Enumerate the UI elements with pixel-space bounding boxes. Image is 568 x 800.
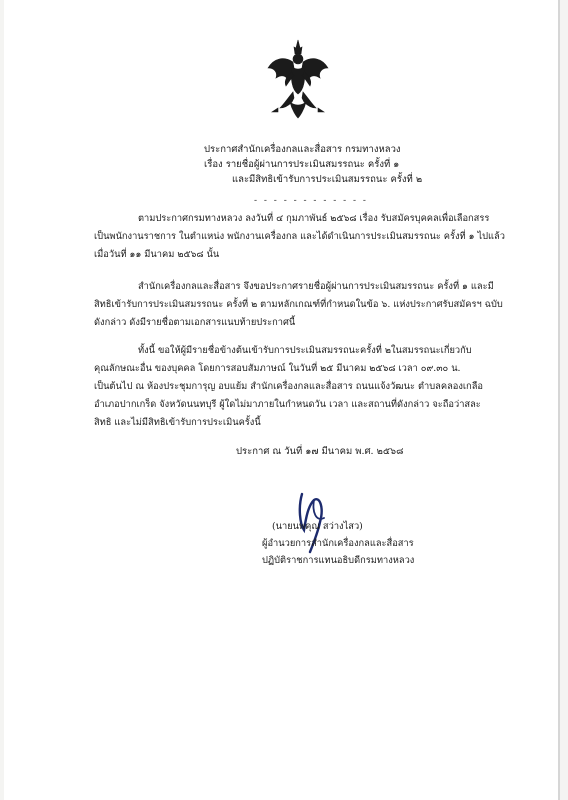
paragraph-announcement [94,278,504,332]
paragraph-line: สิทธิ และไม่มีสิทธิเข้ารับการประเมินครั้งนี้ [94,417,261,428]
paragraph-reference [94,210,504,264]
issuer-line: ประกาศสำนักเครื่องกลและสื่อสาร กรมทางหลวง [204,144,401,155]
signatory-acting: ปฏิบัติราชการแทนอธิบดีกรมทางหลวง [262,555,415,566]
signatory-name: (นายนพคุณ สว่างไสว) [272,521,363,532]
announcement-date: ประกาศ ณ วันที่ ๑๗ มีนาคม พ.ศ. ๒๕๖๘ [236,446,404,457]
document-page [4,0,560,800]
paragraph-line: เมื่อวันที่ ๑๑ มีนาคม ๒๕๖๘ นั้น [94,249,220,260]
paragraph-line: สิทธิเข้ารับการประเมินสมรรถนะ ครั้งที่ ๒ ตามหลักเกณฑ์ที่กำหนดในข้อ ๖. แห่งประกาศรับสมัครฯ ฉบับ [94,299,503,310]
paragraph-line: สำนักเครื่องกลและสื่อสาร จึงขอประกาศรายชื่อผู้ผ่านการประเมินสมรรถนะ ครั้งที่ ๑ และมี [138,281,494,292]
subject-continuation: และมีสิทธิเข้ารับการประเมินสมรรถนะ ครั้งที่ ๒ [232,174,423,185]
paragraph-line: คุณลักษณะอื่น ของบุคคล โดยการสอบสัมภาษณ์ ในวันที่ ๒๕ มีนาคม ๒๕๖๘ เวลา ๐๙.๓๐ น. [94,363,461,374]
paragraph-interview-details [94,342,504,432]
subject-line: เรื่อง รายชื่อผู้ผ่านการประเมินสมรรถนะ ครั้งที่ ๑ [204,159,400,170]
announcement-header [204,142,422,187]
header-divider: - - - - - - - - - - - - [254,196,368,206]
signatory-title: ผู้อำนวยการสำนักเครื่องกลและสื่อสาร [262,538,414,549]
paragraph-line: ทั้งนี้ ขอให้ผู้มีรายชื่อข้างต้นเข้ารับการประเมินสมรรถนะครั้งที่ ๒ในสมรรถนะเกี่ยวกับ [138,345,472,356]
paragraph-line: อำเภอปากเกร็ด จังหวัดนนทบุรี ผู้ใดไม่มาภายในกำหนดวัน เวลา และสถานที่ดังกล่าว จะถือว่าสละ [94,399,481,410]
paragraph-line: เป็นต้นไป ณ ห้องประชุมการุญ อบแย้ม สำนักเครื่องกลและสื่อสาร ถนนแจ้งวัฒนะ ตำบลคลองเกลือ [94,381,483,392]
signatory-block [262,518,414,569]
paragraph-line: เป็นพนักงานราชการ ในตำแหน่ง พนักงานเครื่องกล และได้ดำเนินการประเมินสมรรถนะ ครั้งที่ ๑ ไปแล้ว [94,231,505,242]
paragraph-line: ดังกล่าว ดังมีรายชื่อตามเอกสารแนบท้ายประกาศนี้ [94,317,296,328]
garuda-emblem-icon [266,38,330,120]
paragraph-line: ตามประกาศกรมทางหลวง ลงวันที่ ๔ กุมภาพันธ์ ๒๕๖๘ เรื่อง รับสมัครบุคคลเพื่อเลือกสรร [138,213,490,224]
